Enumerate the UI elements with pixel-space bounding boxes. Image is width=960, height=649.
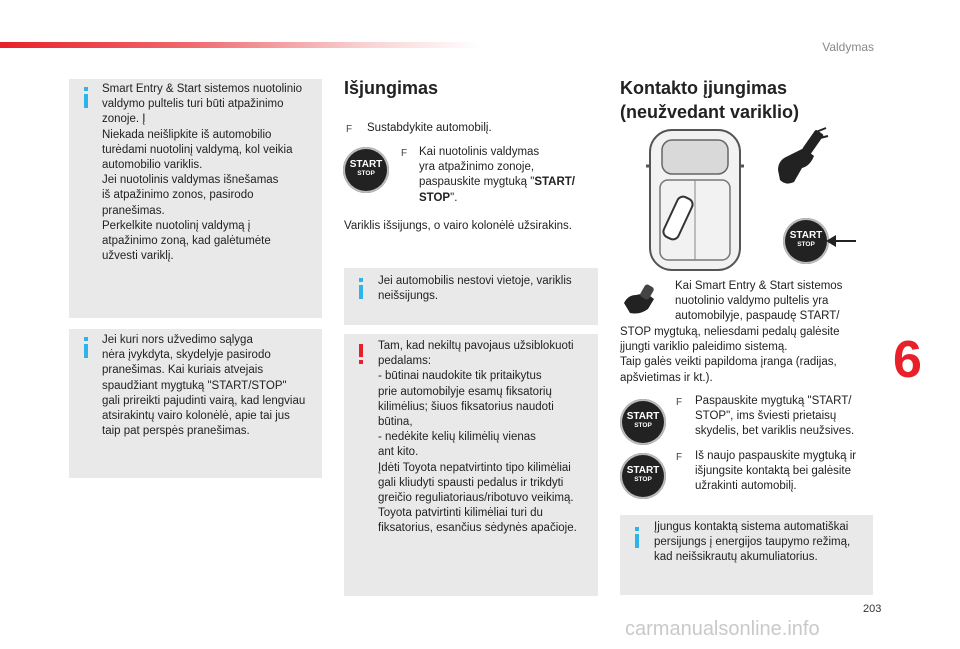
start-stop-button-icon: START STOP: [343, 147, 389, 193]
warning-box-floor-mats: [344, 334, 598, 596]
info-text-energy-saving: Įjungus kontaktą sistema automatiškai persijungs į energijos taupymo režimą, kad neišsikrautų akumuliatorius.: [654, 521, 851, 564]
remote-in-car-text: STOP mygtuką, neliesdami pedalų galėsite įjungti variklio paleidimo sistemą. Taip galės veikti papildoma įranga (radijas, apšvietimas ir kt.).: [620, 326, 840, 384]
info-icon: [84, 87, 88, 108]
page-number: 203: [863, 603, 882, 615]
vehicle-with-remote-illustration: [640, 126, 750, 274]
foot-off-pedal-icon: [774, 126, 830, 188]
press-arrow-icon: [826, 234, 856, 248]
heading-kontakto-ijungimas: Kontakto įjungimas (neužvedant variklio): [620, 78, 800, 122]
watermark: carmanualsonline.info: [625, 618, 820, 640]
header-accent-bar: [0, 42, 480, 48]
warning-icon: [359, 344, 363, 364]
info-icon: [359, 278, 363, 299]
heading-isjungimas: Išjungimas: [344, 78, 439, 98]
info-text-remote-zone: Smart Entry & Start sistemos nuotolinio valdymo pultelis turi būti atpažinimo zonoje. Į Niekada neišlipkite iš automobilio turėdami nuotolinį valdymą, kol veikia automobilio variklis. Jei nuotolinis valdymas išnešamas iš atpažinimo zonos, pasirodo pranešimas. Perkelkite nuotolinį valdymą į atpažinimo zoną, kad galėtumėte užvesti variklį.: [102, 83, 303, 263]
bullet-icon: F: [401, 148, 408, 159]
chapter-number: 6: [893, 331, 922, 389]
info-box-energy-saving: [620, 515, 873, 595]
start-stop-button-icon: START STOP: [620, 399, 666, 445]
step-stop-vehicle: Sustabdykite automobilį.: [367, 122, 492, 134]
step-ignition-on: Paspauskite mygtuką "START/ STOP", ims šviesti prietaisų skydelis, bet variklis neužsives.: [695, 395, 855, 438]
info-box-remote-zone: [69, 79, 322, 318]
info-text-start-conditions: Jei kuri nors užvedimo sąlyga nėra įvykdyta, skydelyje pasirodo pranešimas. Kai kuriais atvejais spaudžiant mygtuką "START/STOP" gali prireikti pajudinti vairą, kad lengviau atsirakintų vairo kolonėlė, apie tai jus taip pat perspės pranešimas.: [102, 334, 306, 438]
info-icon: [84, 337, 88, 358]
bullet-icon: F: [346, 124, 353, 135]
info-icon: [635, 527, 639, 548]
warning-text-floor-mats: Tam, kad nekiltų pavojaus užsiblokuoti pedalams: - būtinai naudokite tik pritaikytus prie automobilyje esamų fiksatorių kilimėlius; šiuos fiksatorius naudoti būtina, - nedėkite kelių kilimėlių vienas ant kito. Įdėti Toyota nepatvirtinto tipo kilimėliai gali kliudyti spausti pedalus ir trikdyti greičio reguliatoriaus/ribotuvo veikimą. Toyota patvirtinti kilimėliai turi du fiksatorius, esančius sėdynės apačioje.: [378, 340, 577, 535]
start-stop-button-icon: START STOP: [620, 453, 666, 499]
bullet-icon: F: [676, 452, 683, 463]
info-box-start-conditions: [69, 329, 322, 478]
bullet-icon: F: [676, 397, 683, 408]
remote-in-hand-icon: [622, 283, 658, 317]
step-press-start-stop: Kai nuotolinis valdymas yra atpažinimo zonoje, paspauskite mygtuką "START/ STOP".: [419, 146, 575, 204]
start-stop-button-icon: START STOP: [783, 218, 829, 264]
remote-in-car-text-indent: Kai Smart Entry & Start sistemos nuotolinio valdymo pultelis yra automobilyje, paspaudę START/: [675, 280, 843, 323]
section-title: Valdymas: [822, 40, 874, 54]
engine-off-text: Variklis išsijungs, o vairo kolonėlė užsirakins.: [344, 220, 572, 232]
info-box-vehicle-moving: [344, 268, 598, 325]
info-text-vehicle-moving: Jei automobilis nestovi vietoje, variklis neišsijungs.: [378, 275, 572, 303]
step-ignition-off: Iš naujo paspauskite mygtuką ir išjungsite kontaktą bei galėsite užrakinti automobilį.: [695, 450, 857, 493]
